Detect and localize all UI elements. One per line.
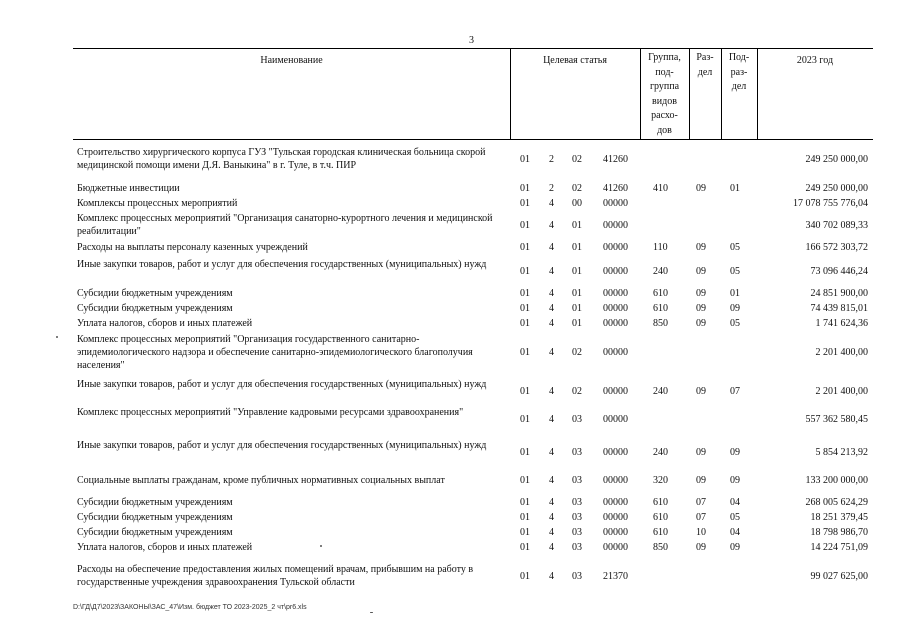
subprogram-code: 4: [549, 303, 554, 314]
row-name: Иные закупки товаров, работ и услуг для обеспечения государственных (муниципальных) нужд: [77, 379, 487, 390]
table-row: [73, 474, 873, 487]
table-row: [73, 526, 873, 539]
program-code: 01: [520, 385, 530, 397]
row-name: Субсидии бюджетным учреждениям: [77, 512, 233, 523]
amount-2023: 14 224 751,09: [810, 542, 868, 553]
structure-code: 00: [572, 198, 582, 209]
structure-code: 03: [572, 475, 582, 486]
structure-code: 03: [572, 512, 582, 523]
amount-2023: 5 854 213,92: [815, 446, 868, 458]
program-code: 01: [520, 153, 530, 165]
amount-2023: 18 798 986,70: [810, 527, 868, 538]
subprogram-code: 4: [549, 242, 554, 253]
subprogram-code: 4: [549, 527, 554, 538]
scan-speck: [370, 612, 373, 613]
structure-code: 01: [572, 303, 582, 314]
program-code: 01: [520, 219, 530, 231]
table-row: [73, 333, 873, 372]
section: 09: [696, 542, 706, 553]
subprogram-code: 4: [549, 318, 554, 329]
section: 09: [696, 265, 706, 277]
subsection: 05: [730, 242, 740, 253]
direction-code: 00000: [603, 497, 628, 508]
subprogram-code: 4: [549, 497, 554, 508]
structure-code: 02: [572, 347, 582, 358]
program-code: 01: [520, 527, 530, 538]
section: 09: [696, 446, 706, 458]
row-name: Иные закупки товаров, работ и услуг для обеспечения государственных (муниципальных) нужд: [77, 259, 487, 270]
subprogram-code: 4: [549, 385, 554, 397]
table-row: [73, 541, 873, 554]
subprogram-code: 4: [549, 512, 554, 523]
amount-2023: 557 362 580,45: [805, 413, 868, 425]
subsection: 01: [730, 288, 740, 299]
direction-code: 00000: [603, 512, 628, 523]
row-name: Расходы на обеспечение предоставления жилых помещений врачам, прибывшим на работу в государственные учреждения здравоохранения Тульской области: [77, 564, 474, 588]
subprogram-code: 4: [549, 288, 554, 299]
structure-code: 01: [572, 318, 582, 329]
row-name: Бюджетные инвестиции: [77, 183, 180, 194]
direction-code: 00000: [603, 198, 628, 209]
row-name: Социальные выплаты гражданам, кроме публичных нормативных социальных выплат: [77, 475, 445, 486]
program-code: 01: [520, 318, 530, 329]
row-name: Уплата налогов, сборов и иных платежей: [77, 542, 253, 553]
amount-2023: 249 250 000,00: [805, 183, 868, 194]
direction-code: 41260: [603, 183, 628, 194]
expense-group: 240: [653, 446, 668, 458]
expense-group: 610: [653, 303, 668, 314]
program-code: 01: [520, 475, 530, 486]
section: 09: [696, 183, 706, 194]
section: 09: [696, 288, 706, 299]
header-name: Наименование: [260, 55, 323, 66]
expense-group: 610: [653, 512, 668, 523]
expense-group: 850: [653, 318, 668, 329]
direction-code: 00000: [603, 385, 628, 397]
structure-code: 01: [572, 288, 582, 299]
program-code: 01: [520, 347, 530, 358]
amount-2023: 2 201 400,00: [815, 385, 868, 397]
structure-code: 02: [572, 385, 582, 397]
amount-2023: 18 251 379,45: [810, 512, 868, 523]
section: 10: [696, 527, 706, 538]
structure-code: 02: [572, 153, 582, 165]
structure-code: 03: [572, 570, 582, 582]
expense-group: 610: [653, 288, 668, 299]
subsection: 09: [730, 475, 740, 486]
row-name: Субсидии бюджетным учреждениям: [77, 527, 233, 538]
subsection: 09: [730, 542, 740, 553]
direction-code: 00000: [603, 242, 628, 253]
scan-speck: [320, 545, 322, 547]
table-row: [73, 511, 873, 524]
table-row: [73, 197, 873, 210]
subsection: 01: [730, 183, 740, 194]
expense-group: 240: [653, 265, 668, 277]
subsection: 09: [730, 303, 740, 314]
subprogram-code: 4: [549, 475, 554, 486]
subprogram-code: 4: [549, 446, 554, 458]
amount-2023: 74 439 815,01: [810, 303, 868, 314]
program-code: 01: [520, 497, 530, 508]
direction-code: 00000: [603, 303, 628, 314]
file-path-footer: D:\ГД\Д7\2023\ЗАКОНЫ\ЗАС_47\Изм. бюджет ТО 2023-2025_2 чт\pr6.xls: [73, 604, 307, 611]
program-code: 01: [520, 303, 530, 314]
header-target: Целевая статья: [543, 55, 607, 66]
expense-group: 240: [653, 385, 668, 397]
subsection: 04: [730, 527, 740, 538]
subprogram-code: 4: [549, 265, 554, 277]
subprogram-code: 4: [549, 542, 554, 553]
table-row: [73, 496, 873, 509]
row-name: Расходы на выплаты персоналу казенных учреждений: [77, 242, 308, 253]
header-subsection: Под- раз- дел: [728, 52, 750, 92]
row-name: Субсидии бюджетным учреждениям: [77, 303, 233, 314]
direction-code: 00000: [603, 265, 628, 277]
structure-code: 02: [572, 183, 582, 194]
subprogram-code: 2: [549, 153, 554, 165]
table-row: [73, 146, 873, 172]
row-name: Комплексы процессных мероприятий: [77, 198, 238, 209]
program-code: 01: [520, 446, 530, 458]
subsection: 07: [730, 385, 740, 397]
table-row: [73, 439, 873, 465]
table-row: [73, 212, 873, 238]
program-code: 01: [520, 265, 530, 277]
subprogram-code: 4: [549, 413, 554, 425]
amount-2023: 17 078 755 776,04: [793, 198, 868, 209]
direction-code: 00000: [603, 446, 628, 458]
subsection: 05: [730, 512, 740, 523]
table-row: [73, 287, 873, 300]
row-name: Комплекс процессных мероприятий "Управление кадровыми ресурсами здравоохранения": [77, 407, 464, 418]
subprogram-code: 2: [549, 183, 554, 194]
row-name: Комплекс процессных мероприятий "Организация государственного санитарно-эпидемиологического надзора и обеспечение санитарно-эпидемиологического благополучия населения": [77, 334, 473, 371]
header-section: Раз- дел: [696, 52, 714, 78]
program-code: 01: [520, 183, 530, 194]
expense-group: 610: [653, 527, 668, 538]
row-name: Строительство хирургического корпуса ГУЗ "Тульская городская клиническая больница скорой медицинской помощи имени Д.Я. Ваныкина" в г. Туле, в т.ч. ПИР: [77, 147, 486, 171]
table-row: [73, 378, 873, 404]
direction-code: 00000: [603, 542, 628, 553]
subprogram-code: 4: [549, 570, 554, 582]
expense-group: 610: [653, 497, 668, 508]
subsection: 09: [730, 446, 740, 458]
subprogram-code: 4: [549, 219, 554, 231]
subprogram-code: 4: [549, 347, 554, 358]
subsection: 05: [730, 318, 740, 329]
subsection: 04: [730, 497, 740, 508]
row-name: Иные закупки товаров, работ и услуг для обеспечения государственных (муниципальных) нужд: [77, 440, 487, 451]
amount-2023: 99 027 625,00: [810, 570, 868, 582]
table-row: [73, 317, 873, 330]
section: 09: [696, 303, 706, 314]
page-number: 3: [469, 35, 474, 46]
section: 09: [696, 242, 706, 253]
expense-group: 410: [653, 183, 668, 194]
structure-code: 03: [572, 446, 582, 458]
direction-code: 00000: [603, 288, 628, 299]
direction-code: 00000: [603, 318, 628, 329]
expense-group: 110: [653, 242, 668, 253]
section: 09: [696, 385, 706, 397]
program-code: 01: [520, 198, 530, 209]
direction-code: 00000: [603, 219, 628, 231]
table-row: [73, 258, 873, 284]
amount-2023: 2 201 400,00: [815, 347, 868, 358]
row-name: Комплекс процессных мероприятий "Организация санаторно-курортного лечения и медицинской реабилитации": [77, 213, 493, 237]
subprogram-code: 4: [549, 198, 554, 209]
amount-2023: 268 005 624,29: [805, 497, 868, 508]
section: 07: [696, 497, 706, 508]
amount-2023: 340 702 089,33: [805, 219, 868, 231]
structure-code: 01: [572, 265, 582, 277]
amount-2023: 73 096 446,24: [810, 265, 868, 277]
structure-code: 01: [572, 219, 582, 231]
structure-code: 03: [572, 497, 582, 508]
row-name: Субсидии бюджетным учреждениям: [77, 497, 233, 508]
scan-speck: [56, 336, 58, 338]
amount-2023: 24 851 900,00: [810, 288, 868, 299]
table-row: [73, 241, 873, 254]
amount-2023: 133 200 000,00: [805, 475, 868, 486]
program-code: 01: [520, 542, 530, 553]
structure-code: 01: [572, 242, 582, 253]
expense-group: 850: [653, 542, 668, 553]
program-code: 01: [520, 288, 530, 299]
section: 09: [696, 318, 706, 329]
amount-2023: 1 741 624,36: [815, 318, 868, 329]
header-group: Группа, под- группа видов расхо- дов: [648, 52, 681, 136]
row-name: Субсидии бюджетным учреждениям: [77, 288, 233, 299]
table-row: [73, 182, 873, 195]
table-row: [73, 563, 873, 589]
program-code: 01: [520, 512, 530, 523]
direction-code: 00000: [603, 347, 628, 358]
table-row: [73, 406, 873, 432]
program-code: 01: [520, 242, 530, 253]
expense-group: 320: [653, 475, 668, 486]
section: 09: [696, 475, 706, 486]
program-code: 01: [520, 570, 530, 582]
section: 07: [696, 512, 706, 523]
direction-code: 00000: [603, 475, 628, 486]
structure-code: 03: [572, 413, 582, 425]
amount-2023: 249 250 000,00: [805, 153, 868, 165]
header-year: 2023 год: [796, 55, 834, 66]
structure-code: 03: [572, 542, 582, 553]
table-row: [73, 302, 873, 315]
program-code: 01: [520, 413, 530, 425]
structure-code: 03: [572, 527, 582, 538]
amount-2023: 166 572 303,72: [805, 242, 868, 253]
row-name: Уплата налогов, сборов и иных платежей: [77, 318, 253, 329]
direction-code: 41260: [603, 153, 628, 165]
direction-code: 00000: [603, 527, 628, 538]
table-header: [73, 48, 873, 140]
subsection: 05: [730, 265, 740, 277]
direction-code: 21370: [603, 570, 628, 582]
direction-code: 00000: [603, 413, 628, 425]
